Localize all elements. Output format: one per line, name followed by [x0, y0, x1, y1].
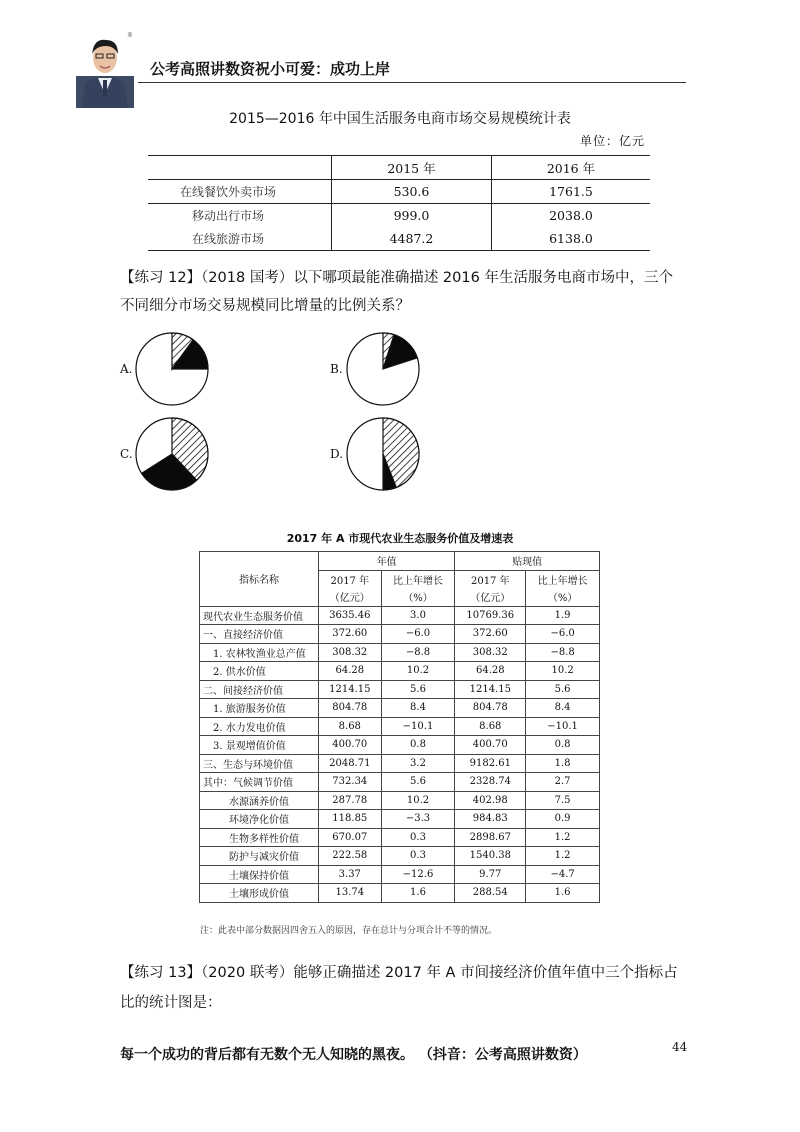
table-header-cell: 比上年增长 — [526, 570, 600, 588]
table-cell: 0.8 — [381, 736, 455, 755]
table-cell: 在线旅游市场 — [148, 227, 332, 251]
table-cell: 1.2 — [526, 847, 600, 866]
header-title: 公考高照讲数资祝小可爱：成功上岸 — [150, 60, 391, 78]
table-cell: 5.6 — [526, 680, 600, 699]
question-tag: 【练习 12】 — [120, 270, 202, 286]
table-cell: 1. 旅游服务价值 — [200, 699, 319, 718]
table-header-cell: 指标名称 — [200, 552, 319, 607]
option-d-pie[interactable] — [347, 418, 419, 490]
table-cell: 287.78 — [319, 791, 382, 810]
table-row — [200, 699, 600, 718]
table-cell: 0.3 — [381, 828, 455, 847]
table-cell: 118.85 — [319, 810, 382, 829]
table-cell: 一、直接经济价值 — [200, 625, 319, 644]
table-cell: 土壤保持价值 — [200, 865, 319, 884]
table-cell: 9.77 — [455, 865, 526, 884]
table-header-cell: （%） — [381, 588, 455, 606]
table-cell: 2048.71 — [319, 754, 382, 773]
table-row — [200, 736, 600, 755]
table2-title: 2017 年 A 市现代农业生态服务价值及增速表 — [286, 532, 514, 545]
table-cell: 222.58 — [319, 847, 382, 866]
table1-title: 2015—2016 年中国生活服务电商市场交易规模统计表 — [229, 111, 571, 127]
table-cell: 13.74 — [319, 884, 382, 903]
question-text: （2018 国考）以下哪项最能准确描述 2016 年生活服务电商市场中，三个不同细分市场交易规模同比增量的比例关系？ — [120, 270, 673, 314]
table-cell: 3.37 — [319, 865, 382, 884]
table1 — [148, 155, 650, 251]
option-a-pie[interactable] — [136, 333, 208, 405]
footer-motto: 每一个成功的背后都有无数个无人知晓的黑夜。 （抖音：公考高照讲数资） — [120, 1047, 587, 1063]
table-row — [200, 828, 600, 847]
table-cell: −10.1 — [526, 717, 600, 736]
table-header-cell: 2015 年 — [332, 156, 492, 180]
table-cell: −6.0 — [526, 625, 600, 644]
table-row — [200, 606, 600, 625]
option-b-pie[interactable] — [347, 333, 419, 405]
table-cell: 1.6 — [526, 884, 600, 903]
table-header-cell: 2017 年 — [319, 570, 382, 588]
table-cell: 732.34 — [319, 773, 382, 792]
table-header-cell: （亿元） — [319, 588, 382, 606]
table-cell: 1.9 — [526, 606, 600, 625]
table-cell: 372.60 — [455, 625, 526, 644]
option-c-label[interactable]: C. — [120, 447, 133, 461]
table-cell: 984.83 — [455, 810, 526, 829]
header-divider — [138, 82, 686, 83]
table-cell: 402.98 — [455, 791, 526, 810]
table-cell: 1.2 — [526, 828, 600, 847]
table-header-cell: 2016 年 — [546, 160, 596, 176]
table-cell: 3.0 — [381, 606, 455, 625]
table-cell: 308.32 — [455, 643, 526, 662]
table-cell: 804.78 — [455, 699, 526, 718]
table-cell: −3.3 — [381, 810, 455, 829]
table-cell: 2. 供水价值 — [200, 662, 319, 681]
table-row — [200, 680, 600, 699]
table-cell: 0.3 — [381, 847, 455, 866]
table-cell: 530.6 — [332, 180, 492, 204]
table-cell: 1540.38 — [455, 847, 526, 866]
table-cell: 670.07 — [319, 828, 382, 847]
table-cell: 2038.0 — [549, 208, 593, 223]
table-header-cell: 2017 年 — [455, 570, 526, 588]
table1-unit: 单位：亿元 — [580, 134, 646, 148]
table-cell: 400.70 — [455, 736, 526, 755]
table-cell: 8.4 — [526, 699, 600, 718]
table-row — [148, 204, 650, 228]
table-header-cell: （亿元） — [455, 588, 526, 606]
table-row — [148, 180, 650, 204]
option-d-label[interactable]: D. — [330, 447, 344, 461]
table-row — [200, 717, 600, 736]
table-cell: 10769.36 — [455, 606, 526, 625]
question-text: （2020 联考）能够正确描述 2017 年 A 市间接经济价值年值中三个指标占比的统计图是： — [120, 965, 678, 1011]
table-cell: −6.0 — [381, 625, 455, 644]
table-row — [200, 847, 600, 866]
table-cell: 3.2 — [381, 754, 455, 773]
table-row — [200, 625, 600, 644]
question-tag: 【练习 13】 — [120, 965, 202, 981]
table-cell: 2. 水力发电价值 — [200, 717, 319, 736]
table-cell: 8.4 — [381, 699, 455, 718]
table-cell: 防护与减灾价值 — [200, 847, 319, 866]
table-row — [200, 865, 600, 884]
table-cell: 1.8 — [526, 754, 600, 773]
table-cell: 2898.67 — [455, 828, 526, 847]
question-12 — [120, 264, 686, 320]
table-cell: 5.6 — [381, 680, 455, 699]
table-cell: 3. 景观增值价值 — [200, 736, 319, 755]
table-cell: 3635.46 — [319, 606, 382, 625]
table-cell: 1214.15 — [319, 680, 382, 699]
table-cell: 9182.61 — [455, 754, 526, 773]
table-cell: 7.5 — [526, 791, 600, 810]
table-cell: 1761.5 — [549, 184, 593, 199]
table-cell: 64.28 — [455, 662, 526, 681]
table-row — [200, 662, 600, 681]
table-row — [200, 810, 600, 829]
table2 — [199, 551, 600, 903]
table-row — [200, 791, 600, 810]
table-header-cell: 贴现值 — [455, 552, 600, 571]
table-row — [148, 227, 650, 251]
table-cell: 400.70 — [319, 736, 382, 755]
option-c-pie[interactable] — [136, 418, 208, 490]
table-cell: 4487.2 — [332, 227, 492, 251]
svg-text:®: ® — [127, 32, 133, 39]
table-cell: 二、间接经济价值 — [200, 680, 319, 699]
table-row — [200, 754, 600, 773]
table-cell: 环境净化价值 — [200, 810, 319, 829]
table-cell: 10.2 — [526, 662, 600, 681]
question-13 — [120, 958, 686, 1018]
table-cell: 64.28 — [319, 662, 382, 681]
table-row — [200, 884, 600, 903]
table-cell: 804.78 — [319, 699, 382, 718]
table2-note: 注：此表中部分数据因四舍五入的原因，存在总计与分项合计不等的情况。 — [200, 926, 498, 936]
table-cell: 移动出行市场 — [148, 204, 332, 228]
table-cell: 0.9 — [526, 810, 600, 829]
table-cell: 308.32 — [319, 643, 382, 662]
table-cell: 土壤形成价值 — [200, 884, 319, 903]
table-cell: 288.54 — [455, 884, 526, 903]
table-cell: −8.8 — [381, 643, 455, 662]
page-number: 44 — [672, 1040, 688, 1054]
table-cell: 10.2 — [381, 791, 455, 810]
table-cell: 2328.74 — [455, 773, 526, 792]
table-row — [200, 643, 600, 662]
table-header-cell — [148, 156, 332, 180]
table-cell: −8.8 — [526, 643, 600, 662]
table-cell: 水源涵养价值 — [200, 791, 319, 810]
presenter-photo — [76, 28, 134, 108]
table-header-cell: （%） — [526, 588, 600, 606]
table-cell: 8.68 — [319, 717, 382, 736]
table-cell: 10.2 — [381, 662, 455, 681]
table-cell: 1.6 — [381, 884, 455, 903]
option-b-label[interactable]: B. — [330, 362, 343, 376]
table-cell: 8.68 — [455, 717, 526, 736]
table-cell: 5.6 — [381, 773, 455, 792]
table-header-cell: 年值 — [319, 552, 455, 571]
table-row — [200, 773, 600, 792]
table-cell: 6138.0 — [549, 231, 593, 246]
table-header-row — [200, 552, 600, 571]
table-header-cell: 比上年增长 — [381, 570, 455, 588]
table-cell: 1214.15 — [455, 680, 526, 699]
table-cell: 0.8 — [526, 736, 600, 755]
table-cell: 2.7 — [526, 773, 600, 792]
table-cell: 其中：气候调节价值 — [200, 773, 319, 792]
table-cell: 生物多样性价值 — [200, 828, 319, 847]
table-cell: −10.1 — [381, 717, 455, 736]
table-header-row — [148, 156, 650, 180]
option-a-label[interactable]: A. — [120, 362, 133, 376]
table-cell: 在线餐饮外卖市场 — [148, 180, 332, 204]
table-cell: 现代农业生态服务价值 — [200, 606, 319, 625]
table-cell: 372.60 — [319, 625, 382, 644]
table-cell: 1. 农林牧渔业总产值 — [200, 643, 319, 662]
table-cell: −12.6 — [381, 865, 455, 884]
table-cell: −4.7 — [526, 865, 600, 884]
table-cell: 999.0 — [332, 204, 492, 228]
table-cell: 三、生态与环境价值 — [200, 754, 319, 773]
